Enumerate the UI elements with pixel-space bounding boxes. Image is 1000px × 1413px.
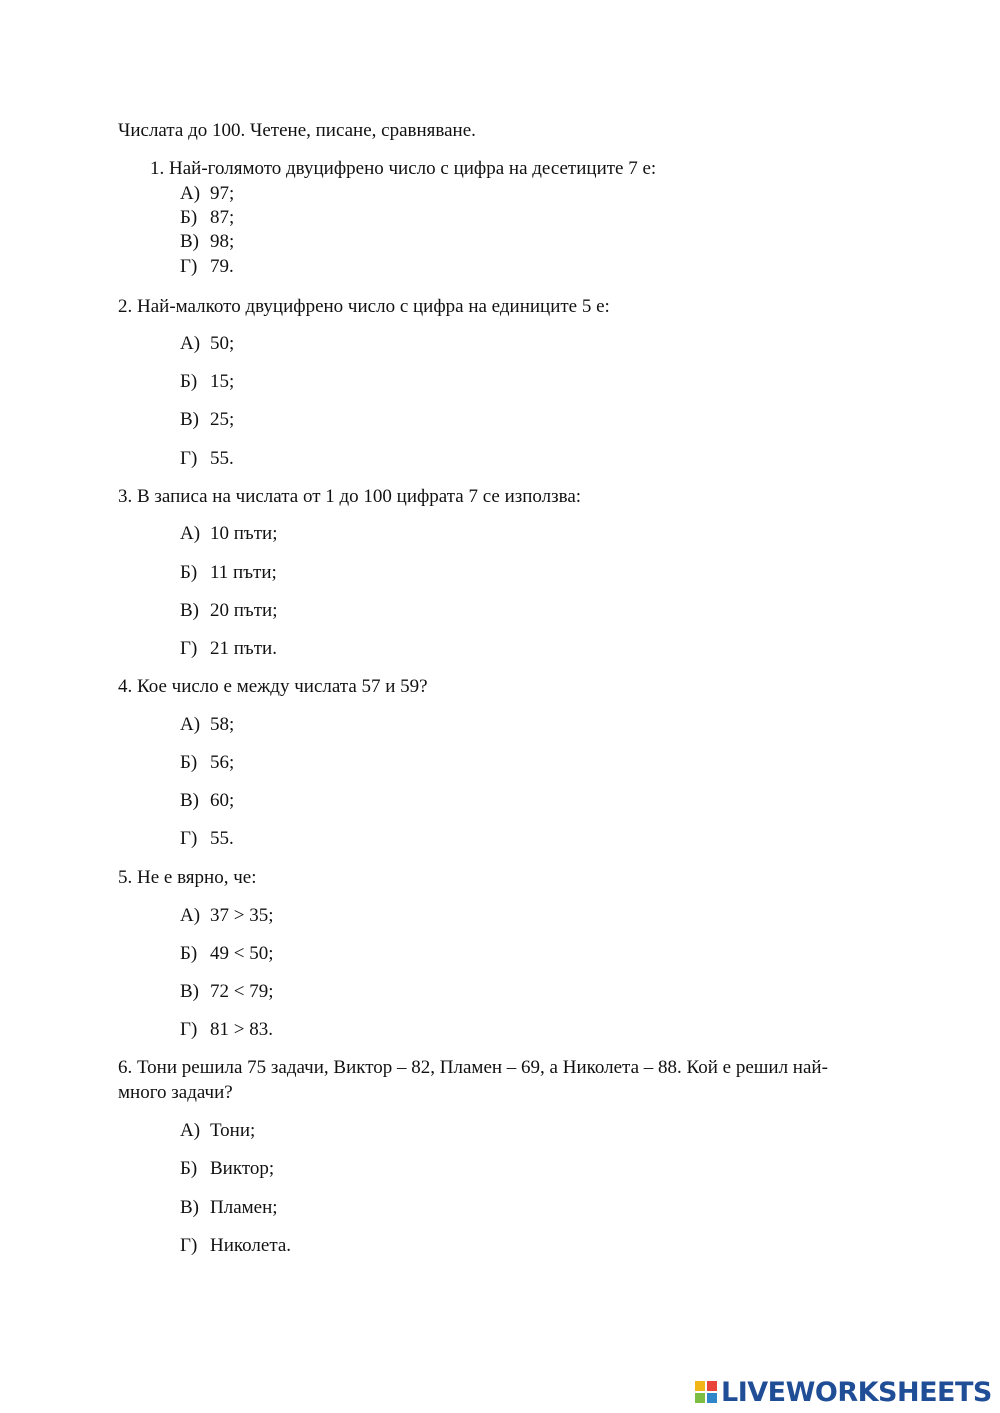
option-letter: А) bbox=[180, 905, 201, 926]
option-letter: Б) bbox=[180, 752, 198, 773]
option-letter: Б) bbox=[180, 371, 198, 392]
option-letter: Б) bbox=[180, 943, 198, 964]
option-a[interactable] bbox=[180, 332, 234, 356]
option-a[interactable] bbox=[180, 522, 278, 546]
option-letter: Б) bbox=[180, 562, 198, 583]
option-c[interactable] bbox=[180, 408, 234, 432]
option-text: 55. bbox=[210, 828, 234, 849]
option-text: 56; bbox=[210, 752, 235, 773]
option-b[interactable] bbox=[180, 561, 277, 585]
option-letter: А) bbox=[180, 1120, 201, 1141]
option-letter: А) bbox=[180, 333, 201, 354]
option-letter: Г) bbox=[180, 638, 198, 659]
option-letter: Г) bbox=[180, 256, 198, 277]
option-letter: А) bbox=[180, 523, 201, 544]
question-text: 6. Тони решила 75 задачи, Виктор – 82, Пламен – 69, а Николета – 88. Кой е решил най- bbox=[118, 1057, 828, 1078]
option-c[interactable] bbox=[180, 980, 274, 1004]
option-letter: Б) bbox=[180, 1158, 198, 1179]
option-letter: В) bbox=[180, 600, 199, 621]
logo-text: LIVEWORKSHEETS bbox=[721, 1376, 992, 1408]
liveworksheets-logo-icon bbox=[695, 1381, 717, 1403]
option-letter: В) bbox=[180, 981, 199, 1002]
option-text: 15; bbox=[210, 371, 235, 392]
question-text: 1. Най-голямото двуцифрено число с цифра на десетиците 7 е: bbox=[150, 158, 657, 179]
option-letter: А) bbox=[180, 183, 201, 204]
option-text: 25; bbox=[210, 409, 235, 430]
option-text: 72 < 79; bbox=[210, 981, 274, 1002]
option-letter: Г) bbox=[180, 448, 198, 469]
option-c[interactable] bbox=[180, 230, 234, 254]
option-text: 60; bbox=[210, 790, 235, 811]
option-text: 10 пъти; bbox=[210, 523, 278, 544]
option-text: 79. bbox=[210, 256, 234, 277]
option-d[interactable] bbox=[180, 255, 234, 279]
option-text: Николета. bbox=[210, 1235, 292, 1256]
option-letter: А) bbox=[180, 714, 201, 735]
option-text: 20 пъти; bbox=[210, 600, 278, 621]
option-letter: Г) bbox=[180, 828, 198, 849]
option-a[interactable] bbox=[180, 904, 274, 928]
option-text: Тони; bbox=[210, 1120, 256, 1141]
option-letter: В) bbox=[180, 1197, 199, 1218]
option-letter: Г) bbox=[180, 1235, 198, 1256]
option-c[interactable] bbox=[180, 1196, 278, 1220]
option-letter: В) bbox=[180, 231, 199, 252]
option-text: 81 > 83. bbox=[210, 1019, 273, 1040]
question-text: 2. Най-малкото двуцифрено число с цифра на единиците 5 е: bbox=[118, 296, 610, 317]
option-text: Пламен; bbox=[210, 1197, 278, 1218]
option-text: 58; bbox=[210, 714, 235, 735]
option-c[interactable] bbox=[180, 789, 234, 813]
logo-square-4 bbox=[707, 1393, 717, 1403]
option-d[interactable] bbox=[180, 1018, 273, 1042]
option-letter: Б) bbox=[180, 207, 198, 228]
option-c[interactable] bbox=[180, 599, 278, 623]
option-letter: Г) bbox=[180, 1019, 198, 1040]
option-text: Виктор; bbox=[210, 1158, 275, 1179]
option-letter: В) bbox=[180, 790, 199, 811]
option-b[interactable] bbox=[180, 751, 234, 775]
question-text: 3. В записа на числата от 1 до 100 цифрата 7 се използва: bbox=[118, 486, 582, 507]
option-d[interactable] bbox=[180, 637, 277, 661]
option-text: 37 > 35; bbox=[210, 905, 274, 926]
logo-square-2 bbox=[707, 1381, 717, 1391]
option-d[interactable] bbox=[180, 1234, 291, 1258]
question-text: 5. Не е вярно, че: bbox=[118, 867, 257, 888]
option-text: 49 < 50; bbox=[210, 943, 274, 964]
question-text-continued: много задачи? bbox=[118, 1082, 233, 1103]
option-d[interactable] bbox=[180, 447, 234, 471]
liveworksheets-logo[interactable] bbox=[695, 1376, 992, 1408]
option-text: 50; bbox=[210, 333, 235, 354]
option-text: 55. bbox=[210, 448, 234, 469]
option-text: 98; bbox=[210, 231, 235, 252]
option-b[interactable] bbox=[180, 942, 274, 966]
question-text: 4. Кое число е между числата 57 и 59? bbox=[118, 676, 428, 697]
option-text: 21 пъти. bbox=[210, 638, 277, 659]
option-text: 11 пъти; bbox=[210, 562, 277, 583]
option-letter: В) bbox=[180, 409, 199, 430]
option-d[interactable] bbox=[180, 827, 234, 851]
option-text: 87; bbox=[210, 207, 235, 228]
logo-square-1 bbox=[695, 1381, 705, 1391]
logo-square-3 bbox=[695, 1393, 705, 1403]
option-b[interactable] bbox=[180, 206, 234, 230]
option-b[interactable] bbox=[180, 370, 234, 394]
option-a[interactable] bbox=[180, 1119, 255, 1143]
option-b[interactable] bbox=[180, 1157, 274, 1181]
option-text: 97; bbox=[210, 183, 235, 204]
option-a[interactable] bbox=[180, 713, 234, 737]
page-title: Числата до 100. Четене, писане, сравняване. bbox=[118, 120, 476, 141]
option-a[interactable] bbox=[180, 182, 234, 206]
